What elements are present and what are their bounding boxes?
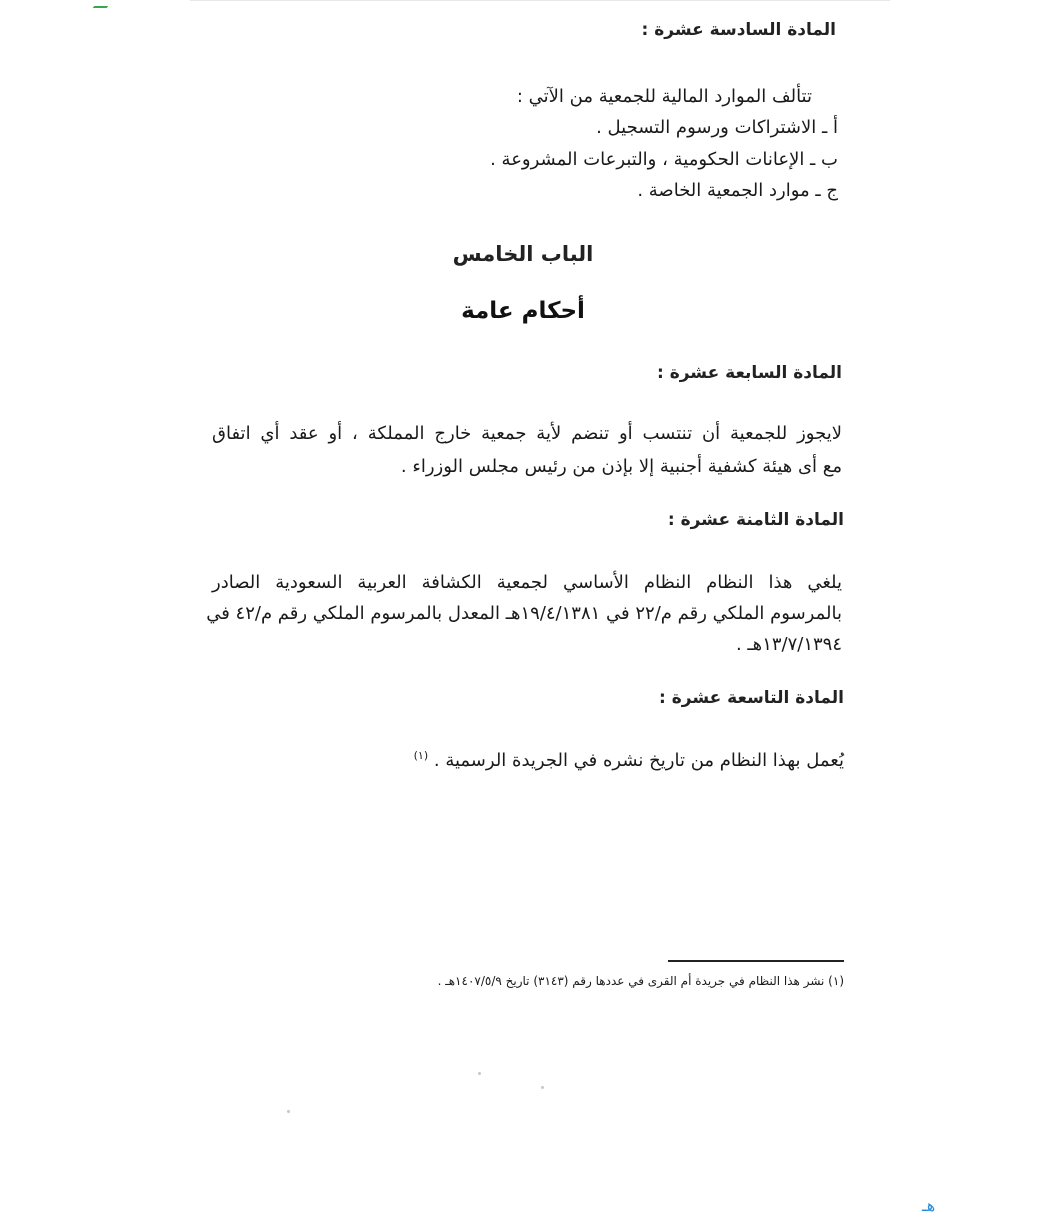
scan-speck	[478, 1072, 481, 1075]
article-16-item-a: أ ـ الاشتراكات ورسوم التسجيل .	[596, 117, 838, 138]
article-19-text: يُعمل بهذا النظام من تاريخ نشره في الجريدة الرسمية .	[433, 750, 844, 771]
article-18-heading: المادة الثامنة عشرة :	[667, 510, 844, 530]
article-17-heading: المادة السابعة عشرة :	[656, 363, 842, 383]
article-17-line-1: لايجوز للجمعية أن تنتسب أو تنضم لأية جمعية خارج المملكة ، أو عقد أي اتفاق	[212, 423, 842, 444]
footnote-text: (١) نشر هذا النظام في جريدة أم القرى في عددها رقم (٣١٤٣) تاريخ ١٤٠٧/٥/٩هـ .	[437, 974, 844, 988]
article-16-heading: المادة السادسة عشرة :	[641, 20, 836, 40]
article-17-line-2: مع أى هيئة كشفية أجنبية إلا بإذن من رئيس مجلس الوزراء .	[400, 456, 842, 477]
footnote-separator	[668, 960, 844, 962]
article-18-line-1: يلغي هذا النظام النظام الأساسي لجمعية الكشافة العربية السعودية الصادر	[212, 572, 842, 593]
page-mark: هـ	[922, 1196, 936, 1215]
article-16-item-b: ب ـ الإعانات الحكومية ، والتبرعات المشروعة .	[490, 149, 838, 170]
chapter-title: الباب الخامس	[452, 242, 594, 266]
article-16-intro: تتألف الموارد المالية للجمعية من الآتي :	[516, 86, 812, 107]
scan-speck	[541, 1086, 544, 1089]
top-edge-line	[190, 0, 890, 1]
footnote-reference: (١)	[413, 749, 429, 762]
section-title: أحكام عامة	[461, 298, 585, 324]
article-16-item-c: ج ـ موارد الجمعية الخاصة .	[637, 180, 838, 201]
scan-speck	[287, 1110, 290, 1113]
article-18-line-2: بالمرسوم الملكي رقم م/٢٢ في ١٩/٤/١٣٨١هـ المعدل بالمرسوم الملكي رقم م/٤٢ في	[206, 603, 842, 624]
article-19-heading: المادة التاسعة عشرة :	[659, 688, 844, 708]
article-19-text-line	[414, 749, 844, 771]
corner-mark	[93, 0, 114, 8]
article-18-line-3: ١٣/٧/١٣٩٤هـ .	[735, 634, 842, 655]
